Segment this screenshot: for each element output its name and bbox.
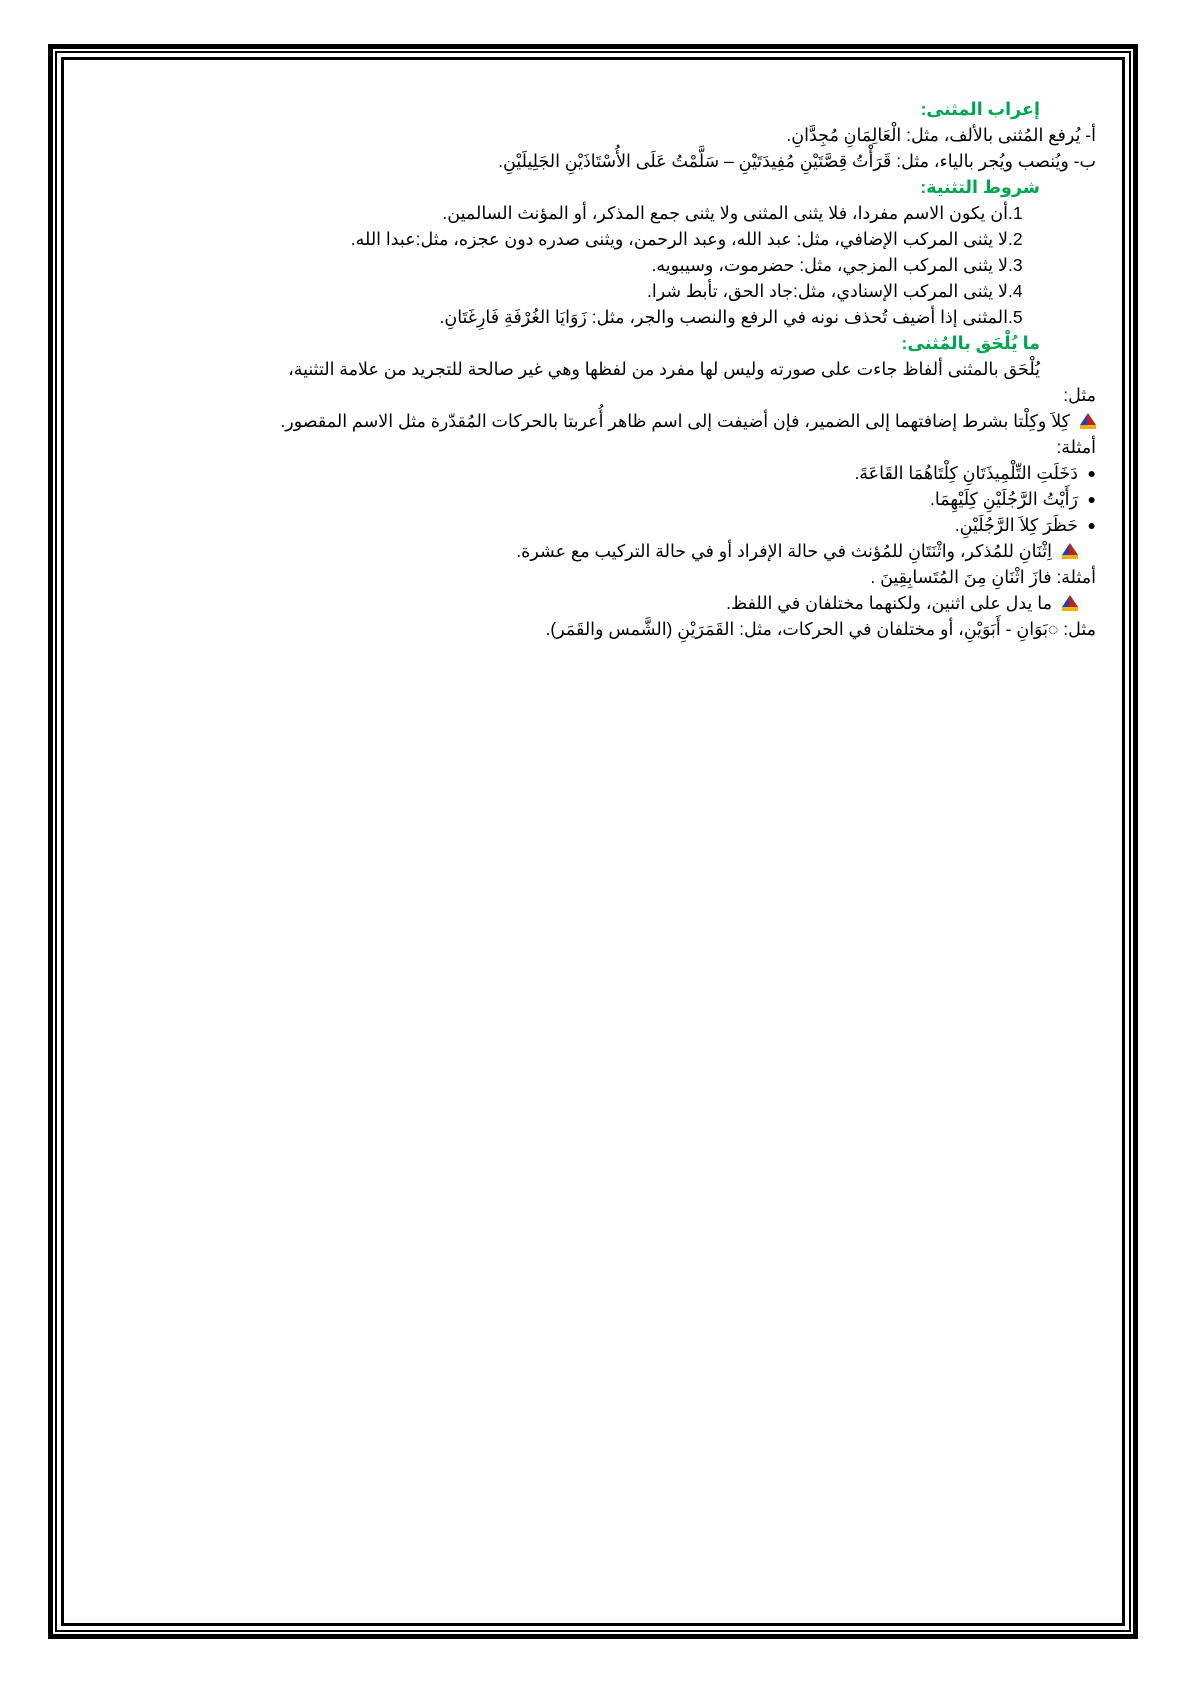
list-item	[86, 278, 1034, 304]
example-label: مثل:	[1063, 385, 1096, 405]
examples-label: أمثلة:	[1056, 437, 1096, 457]
intro-paragraph: يُلْحَق بالمثنى ألفاظ جاءت على صورته وليس لها مفرد من لفظها وهي غير صالحة للتجريد من علامة التثنية،	[288, 359, 1040, 379]
arrow-bullet-icon	[1062, 543, 1078, 559]
bullet-dot-icon: ●	[1087, 517, 1096, 533]
bullet-dot-icon: ●	[1087, 465, 1096, 481]
list-number: 3.	[1008, 255, 1023, 275]
section-title-tathniya-conditions: شروط التثنية:	[920, 177, 1040, 197]
list-number: 2.	[1008, 229, 1023, 249]
list-item	[86, 226, 1034, 252]
conditions-list	[86, 200, 1096, 330]
list-number: 1.	[1008, 203, 1023, 223]
arrow-bullet-icon	[1080, 413, 1096, 429]
arrow-bullet-icon	[1062, 595, 1078, 611]
list-item-text: المثنى إذا أضيف تُحذف نونه في الرفع والنصب والجر، مثل: زَوَايَا الغُرْفَةِ فَارِغَتَانِ.	[439, 307, 1008, 327]
list-item-text: لا يثنى المركب الإضافي، مثل: عبد الله، وعبد الرحمن، ويثنى صدره دون عجزه، مثل:عبدا الله.	[350, 229, 1008, 249]
list-item-text: أن يكون الاسم مفردا، فلا يثنى المثنى ولا يثنى جمع المذكر، أو المؤنث السالمين.	[442, 203, 1008, 223]
examples-list	[86, 460, 1096, 538]
example-text: حَظَرَ كِلاَ الرَّجُلَيْنِ.	[954, 515, 1078, 535]
example-text: رَأَيْتُ الرَّجُلَيْنِ كِلَيْهِمَا.	[930, 489, 1078, 509]
bullet-item	[86, 590, 1078, 616]
example-item	[86, 460, 1096, 486]
section-title-mulhaq: ما يُلْحَق بالمُثنى:	[901, 333, 1040, 353]
bullet-item	[86, 538, 1078, 564]
bullet-dot-icon: ●	[1087, 491, 1096, 507]
section-title-mutanna-irab: إعراب المثنى:	[920, 99, 1040, 119]
example-item	[86, 512, 1096, 538]
bullet-text: ما يدل على اثنين، ولكنهما مختلفان في اللفظ.	[726, 593, 1052, 613]
list-number: 4.	[1008, 281, 1023, 301]
list-item	[86, 252, 1034, 278]
list-item	[86, 200, 1034, 226]
text-line: أ- يُرفع المُثنى بالألف، مثل: الْعَالِمَانِ مُجِدَّانِ.	[786, 125, 1096, 145]
examples-line: أمثلة: فازَ اثْنَانِ مِنَ المُتَسابِقِينَ .	[870, 567, 1096, 587]
example-text: دَخَلَتِ التِّلْمِيذَتَانِ كِلْتَاهُمَا القَاعَةَ.	[854, 463, 1078, 483]
list-item-text: لا يثنى المركب المزجي، مثل: حضرموت، وسيبويه.	[651, 255, 1008, 275]
last-example-line: مثل: ◌بَوَانِ - أَبَوَيْنِ، أو مختلفان في الحركات، مثل: القَمَرَيْنِ (الشَّمس والقَمَر).	[545, 619, 1096, 639]
bullet-text: كِلاَ وكِلْتا بشرط إضافتهما إلى الضمير، فإن أضيفت إلى اسم ظاهر أُعربتا بالحركات المُقدّرة مثل الاسم المقصور.	[280, 411, 1070, 431]
bullet-item	[86, 408, 1096, 434]
text-line: ب- ويُنصب ويُجر بالياء، مثل: قَرَأْتُ قِصَّتَيْنِ مُفِيدَتَيْنِ – سَلَّمْتُ عَلَى الأُسْتَاذَيْنِ الجَلِيلَيْنِ.	[498, 151, 1096, 171]
list-number: 5.	[1008, 307, 1023, 327]
bullet-text: اِثْنَانِ للمُذكر، واثْنَتَانِ للمُؤنث في حالة الإفراد أو في حالة التركيب مع عشرة.	[516, 541, 1052, 561]
example-item	[86, 486, 1096, 512]
list-item	[86, 304, 1034, 330]
list-item-text: لا يثنى المركب الإسنادي، مثل:جاد الحق، تأبط شرا.	[647, 281, 1008, 301]
document-body	[86, 96, 1096, 642]
